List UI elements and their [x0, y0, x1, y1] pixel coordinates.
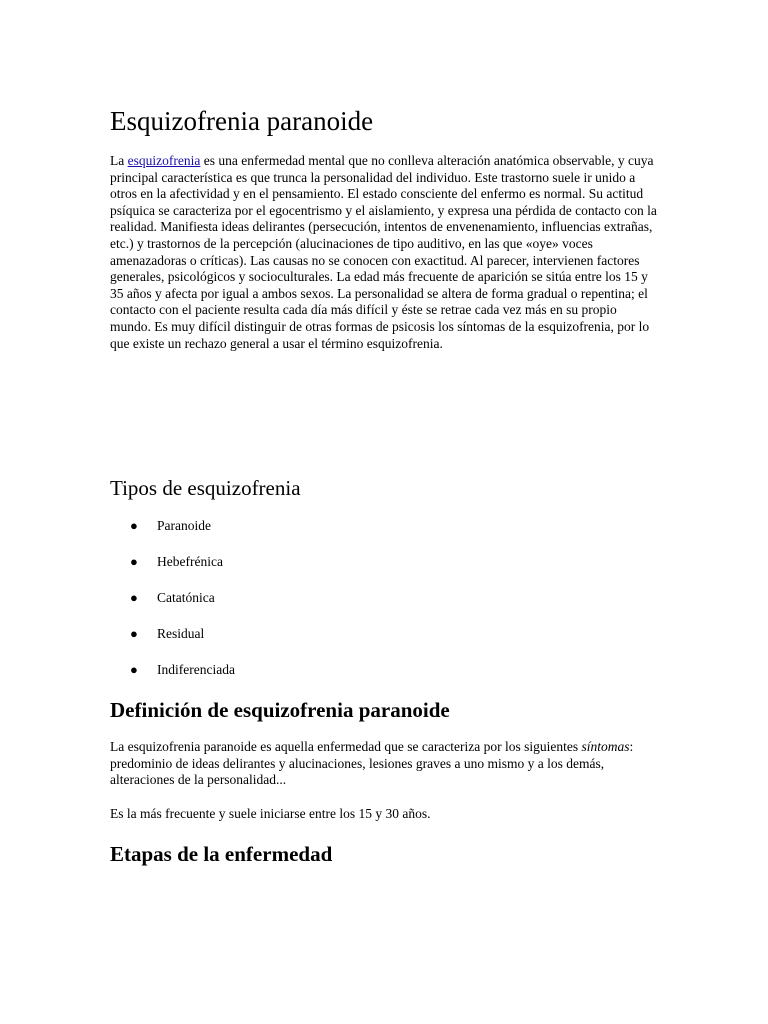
definition-text-before: La esquizofrenia paranoide es aquella enfermedad que se caracteriza por los siguientes [110, 739, 582, 754]
bullet-icon: ● [130, 662, 138, 677]
types-list [110, 512, 235, 692]
list-item [110, 548, 235, 584]
intro-prefix: La [110, 153, 128, 168]
definition-emphasis: síntomas [581, 739, 630, 754]
frequency-paragraph: Es la más frecuente y suele iniciarse entre los 15 y 30 años. [110, 806, 431, 821]
list-item [110, 512, 235, 548]
bullet-icon: ● [130, 554, 138, 569]
bullet-icon: ● [130, 626, 138, 641]
esquizofrenia-link[interactable]: esquizofrenia [127, 153, 201, 168]
definition-text-after: : predominio de ideas delirantes y alucinaciones, lesiones graves a uno mismo y a los demás, alteraciones de la personalidad... [110, 739, 634, 788]
list-item-label: Paranoide [157, 518, 211, 533]
intro-text: es una enfermedad mental que no conlleva alteración anatómica observable, y cuya principal característica es que trunca la personalidad del individuo. Este trastorno suele ir unido a otros en la afectividad y en el pensamiento. El estado consciente del enfermo es normal. Su actitud psíquica se caracteriza por el egocentrismo y el aislamiento, y expresa una pérdida de contacto con la realidad. Manifiesta ideas delirantes (persecución, intentos de envenenamiento, influencias extrañas, etc.) y trastornos de la percepción (alucinaciones de tipo auditivo, en las que «oye» voces amenazadoras o críticas). Las causas no se conocen con exactitud. Al parecer, intervienen factores generales, psicológicos y socioculturales. La edad más frecuente de aparición se sitúa entre los 15 y 35 años y afecta por igual a ambos sexos. La personalidad se altera de forma gradual o repentina; el contacto con el paciente resulta cada día más difícil y éste se retrae cada vez más en su propio mundo. Es muy difícil distinguir de otras formas de psicosis los síntomas de la esquizofrenia, por lo que existe un rechazo general a usar el término esquizofrenia. [110, 153, 657, 351]
intro-paragraph [110, 153, 658, 352]
definition-heading: Definición de esquizofrenia paranoide [110, 698, 450, 722]
list-item-label: Hebefrénica [157, 554, 223, 569]
page-title: Esquizofrenia paranoide [110, 106, 374, 136]
definition-paragraph [110, 739, 658, 789]
bullet-icon: ● [130, 518, 138, 533]
list-item [110, 656, 235, 692]
list-item-label: Indiferenciada [157, 662, 235, 677]
types-heading: Tipos de esquizofrenia [110, 476, 301, 500]
bullet-icon: ● [130, 590, 138, 605]
list-item-label: Residual [157, 626, 205, 641]
list-item [110, 584, 235, 620]
list-item-label: Catatónica [157, 590, 215, 605]
stages-heading: Etapas de la enfermedad [110, 842, 333, 866]
list-item [110, 620, 235, 656]
